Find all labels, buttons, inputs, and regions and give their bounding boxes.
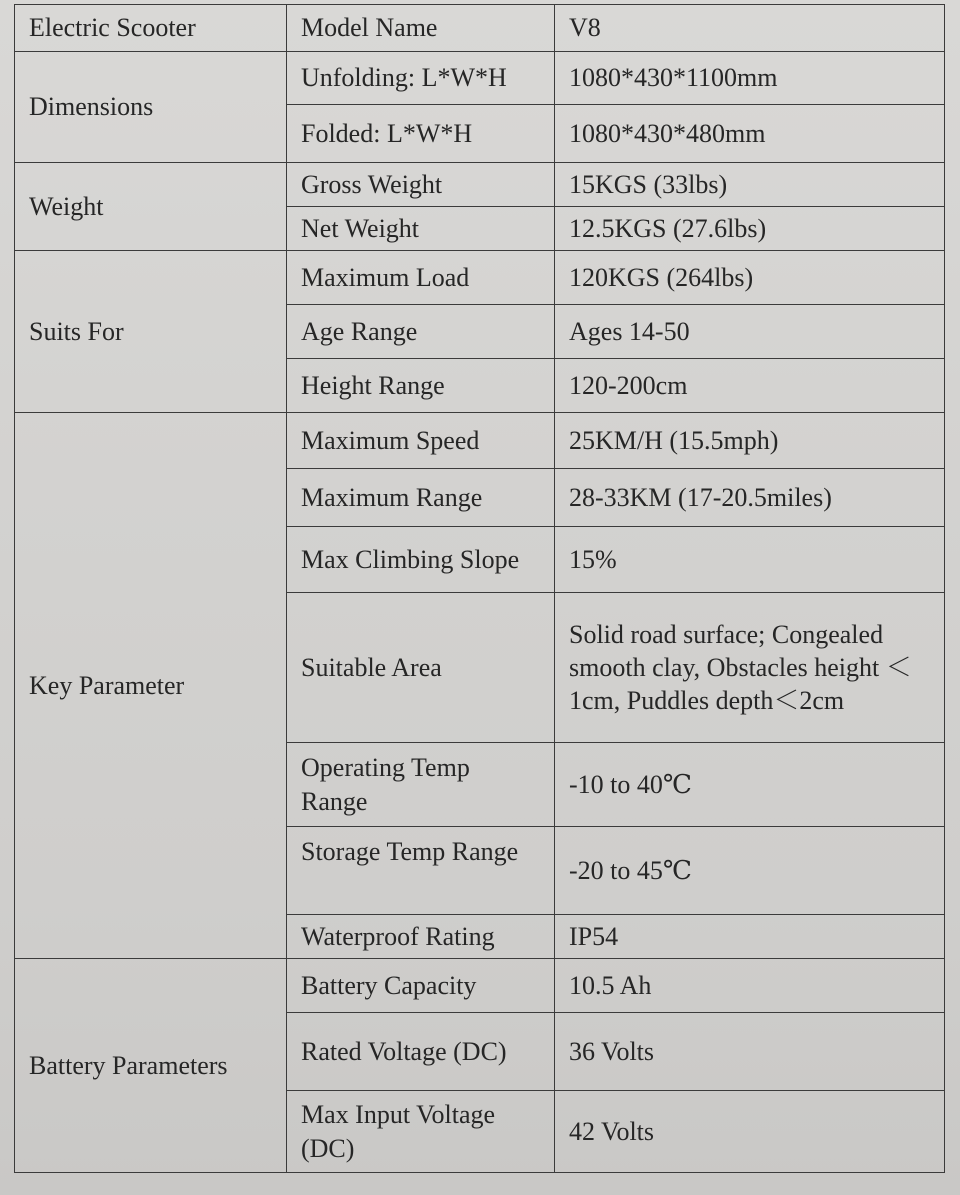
value-cell: -10 to 40℃ [555, 743, 945, 827]
value-cell: 10.5 Ah [555, 959, 945, 1013]
category-cell: Electric Scooter [15, 5, 287, 52]
value-cell: V8 [555, 5, 945, 52]
parameter-cell: Height Range [287, 359, 555, 413]
category-cell: Suits For [15, 251, 287, 413]
value-cell: 1080*430*1100mm [555, 52, 945, 105]
spec-table [14, 4, 945, 1173]
value-cell: Ages 14-50 [555, 305, 945, 359]
table-row [15, 163, 945, 207]
value-cell: 15KGS (33lbs) [555, 163, 945, 207]
parameter-cell: Operating Temp Range [287, 743, 555, 827]
parameter-cell: Gross Weight [287, 163, 555, 207]
value-cell: Solid road surface; Congealed smooth clay, Obstacles height ＜1cm, Puddles depth＜2cm [555, 593, 945, 743]
parameter-cell: Folded: L*W*H [287, 105, 555, 163]
value-cell: 42 Volts [555, 1091, 945, 1173]
table-row [15, 5, 945, 52]
parameter-cell: Net Weight [287, 207, 555, 251]
value-cell: 15% [555, 527, 945, 593]
value-cell: 1080*430*480mm [555, 105, 945, 163]
parameter-cell: Maximum Range [287, 469, 555, 527]
parameter-cell: Waterproof Rating [287, 915, 555, 959]
table-row [15, 52, 945, 105]
parameter-cell: Max Climbing Slope [287, 527, 555, 593]
category-cell: Weight [15, 163, 287, 251]
category-cell: Key Parameter [15, 413, 287, 959]
parameter-cell: Model Name [287, 5, 555, 52]
value-cell: IP54 [555, 915, 945, 959]
parameter-cell: Suitable Area [287, 593, 555, 743]
parameter-cell: Storage Temp Range [287, 827, 555, 915]
table-row [15, 413, 945, 469]
value-cell: 28-33KM (17-20.5miles) [555, 469, 945, 527]
value-cell: -20 to 45℃ [555, 827, 945, 915]
value-cell: 25KM/H (15.5mph) [555, 413, 945, 469]
value-cell: 12.5KGS (27.6lbs) [555, 207, 945, 251]
value-cell: 36 Volts [555, 1013, 945, 1091]
parameter-cell: Rated Voltage (DC) [287, 1013, 555, 1091]
value-cell: 120KGS (264lbs) [555, 251, 945, 305]
parameter-cell: Unfolding: L*W*H [287, 52, 555, 105]
category-cell: Dimensions [15, 52, 287, 163]
parameter-cell: Maximum Speed [287, 413, 555, 469]
parameter-cell: Battery Capacity [287, 959, 555, 1013]
table-row [15, 959, 945, 1013]
table-row [15, 251, 945, 305]
parameter-cell: Max Input Voltage (DC) [287, 1091, 555, 1173]
category-cell: Battery Parameters [15, 959, 287, 1173]
parameter-cell: Maximum Load [287, 251, 555, 305]
parameter-cell: Age Range [287, 305, 555, 359]
value-cell: 120-200cm [555, 359, 945, 413]
